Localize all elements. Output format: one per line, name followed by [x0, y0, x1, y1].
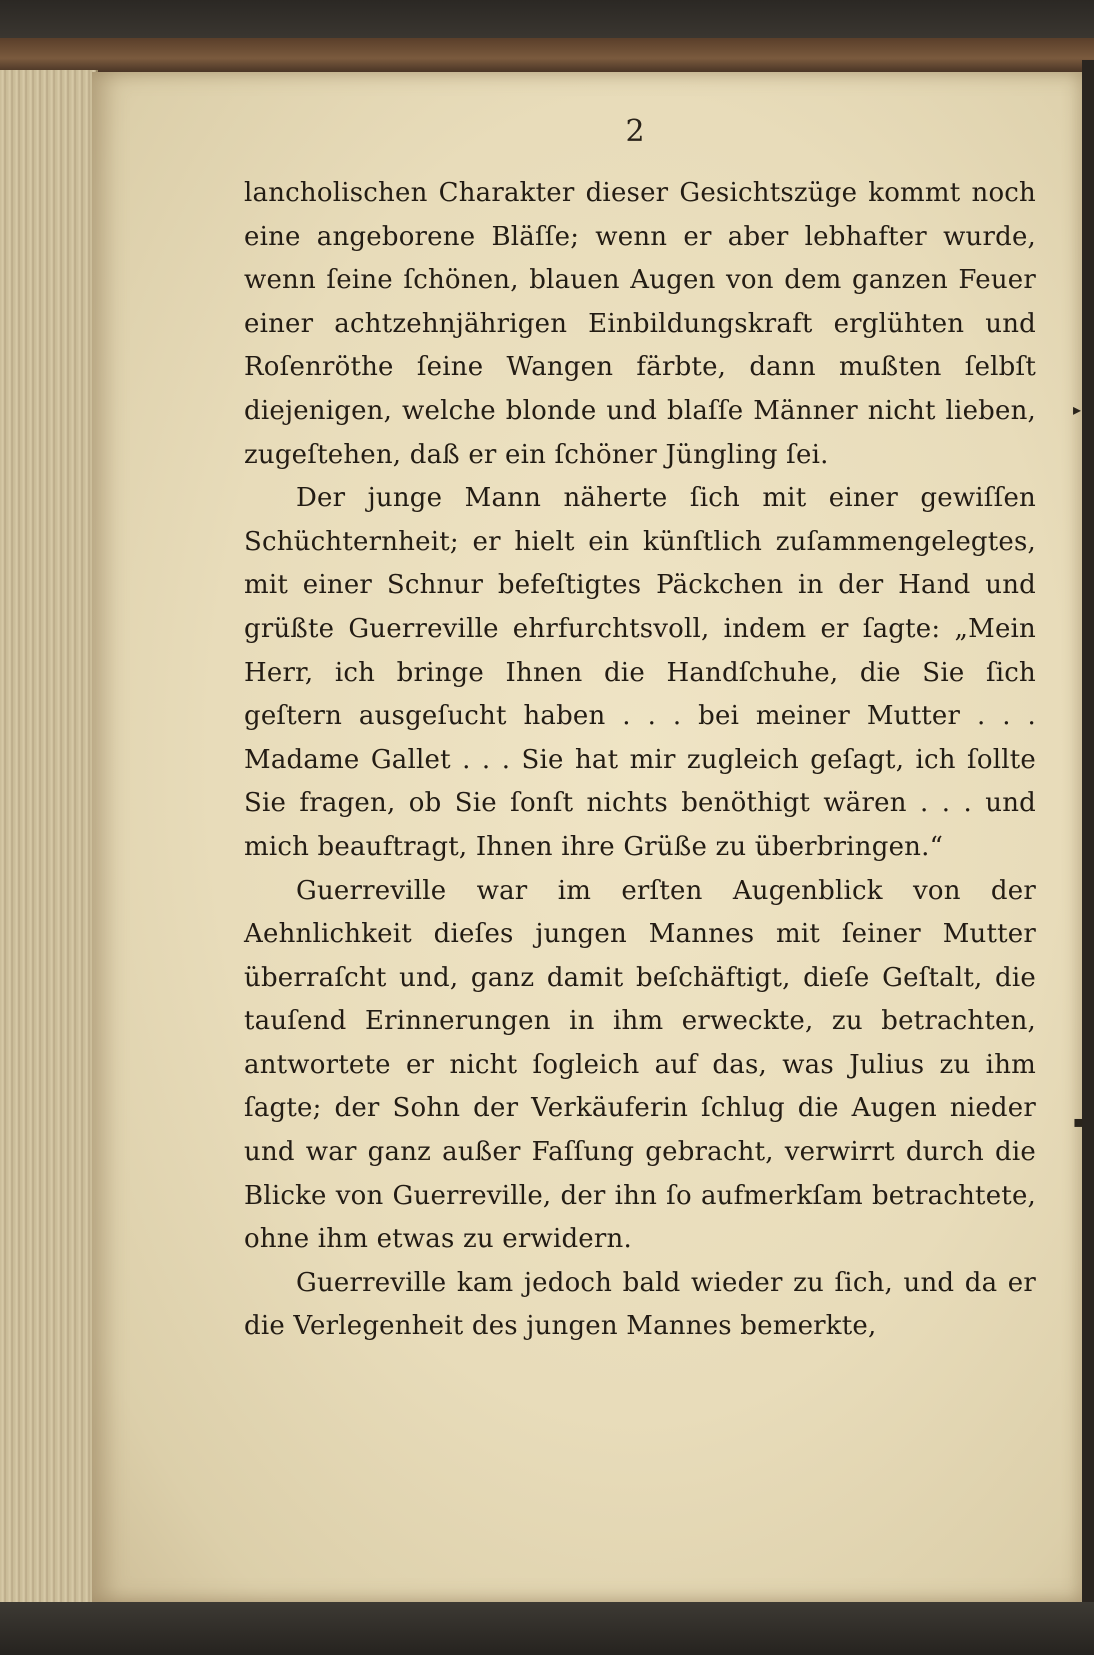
paragraph: lancholischen Charakter dieser Gesichtszüge kommt noch eine angeborene Bläſſe; wenn er aber lebhafter wurde, wenn ſeine ſchönen, blauen Augen von dem ganzen Feuer einer achtzehnjährigen Einbildungskraft erglühten und Roſenröthe ſeine Wangen färbte, dann mußten ſelbſt diejenigen, welche blonde und blaſſe Männer nicht lieben, zugeſtehen, daß er ein ſchöner Jüngling ſei. [244, 178, 1036, 470]
paragraph: Guerreville war im erſten Augenblick von der Aehnlichkeit dieſes jungen Mannes mit ſeiner Mutter überraſcht und, ganz damit beſchäftigt, dieſe Geſtalt, die tauſend Erinnerungen in ihm erweckte, zu betrachten, antwortete er nicht ſogleich auf das, was Julius zu ihm ſagte; der Sohn der Verkäuferin ſchlug die Augen nieder und war ganz außer Faſſung gebracht, verwirrt durch die Blicke von Guerreville, der ihn ſo aufmerkſam betrachtete, ohne ihm etwas zu erwidern. [244, 875, 1036, 1255]
body-text [244, 172, 1036, 1349]
book-top-edge [0, 38, 1094, 72]
scan-top-border [0, 0, 1094, 38]
page-stack-edge [0, 70, 98, 1610]
paragraph: Guerreville kam jedoch bald wieder zu ſich, und da er die Verlegenheit des jungen Mannes bemerkte, [244, 1267, 1036, 1342]
scan-bottom-border [0, 1602, 1094, 1655]
page-number: 2 [625, 114, 645, 149]
margin-mark-icon: ▸ [1073, 400, 1082, 419]
paragraph: Der junge Mann näherte ſich mit einer gewiſſen Schüchternheit; er hielt ein künſtlich zuſammengelegtes, mit einer Schnur befeſtigtes Päckchen in der Hand und grüßte Guerreville ehrfurchtsvoll, indem er ſagte: „Mein Herr, ich bringe Ihnen die Handſchuhe, die Sie ſich geſtern ausgeſucht haben . . . bei meiner Mutter . . . Madame Gallet . . . Sie hat mir zugleich geſagt, ich ſollte Sie fragen, ob Sie ſonſt nichts benöthigt wären . . . und mich beauftragt, Ihnen ihre Grüße zu überbringen.“ [244, 483, 1036, 862]
scan-right-border [1082, 60, 1094, 1620]
margin-mark-icon: ▪ [1073, 1112, 1084, 1131]
